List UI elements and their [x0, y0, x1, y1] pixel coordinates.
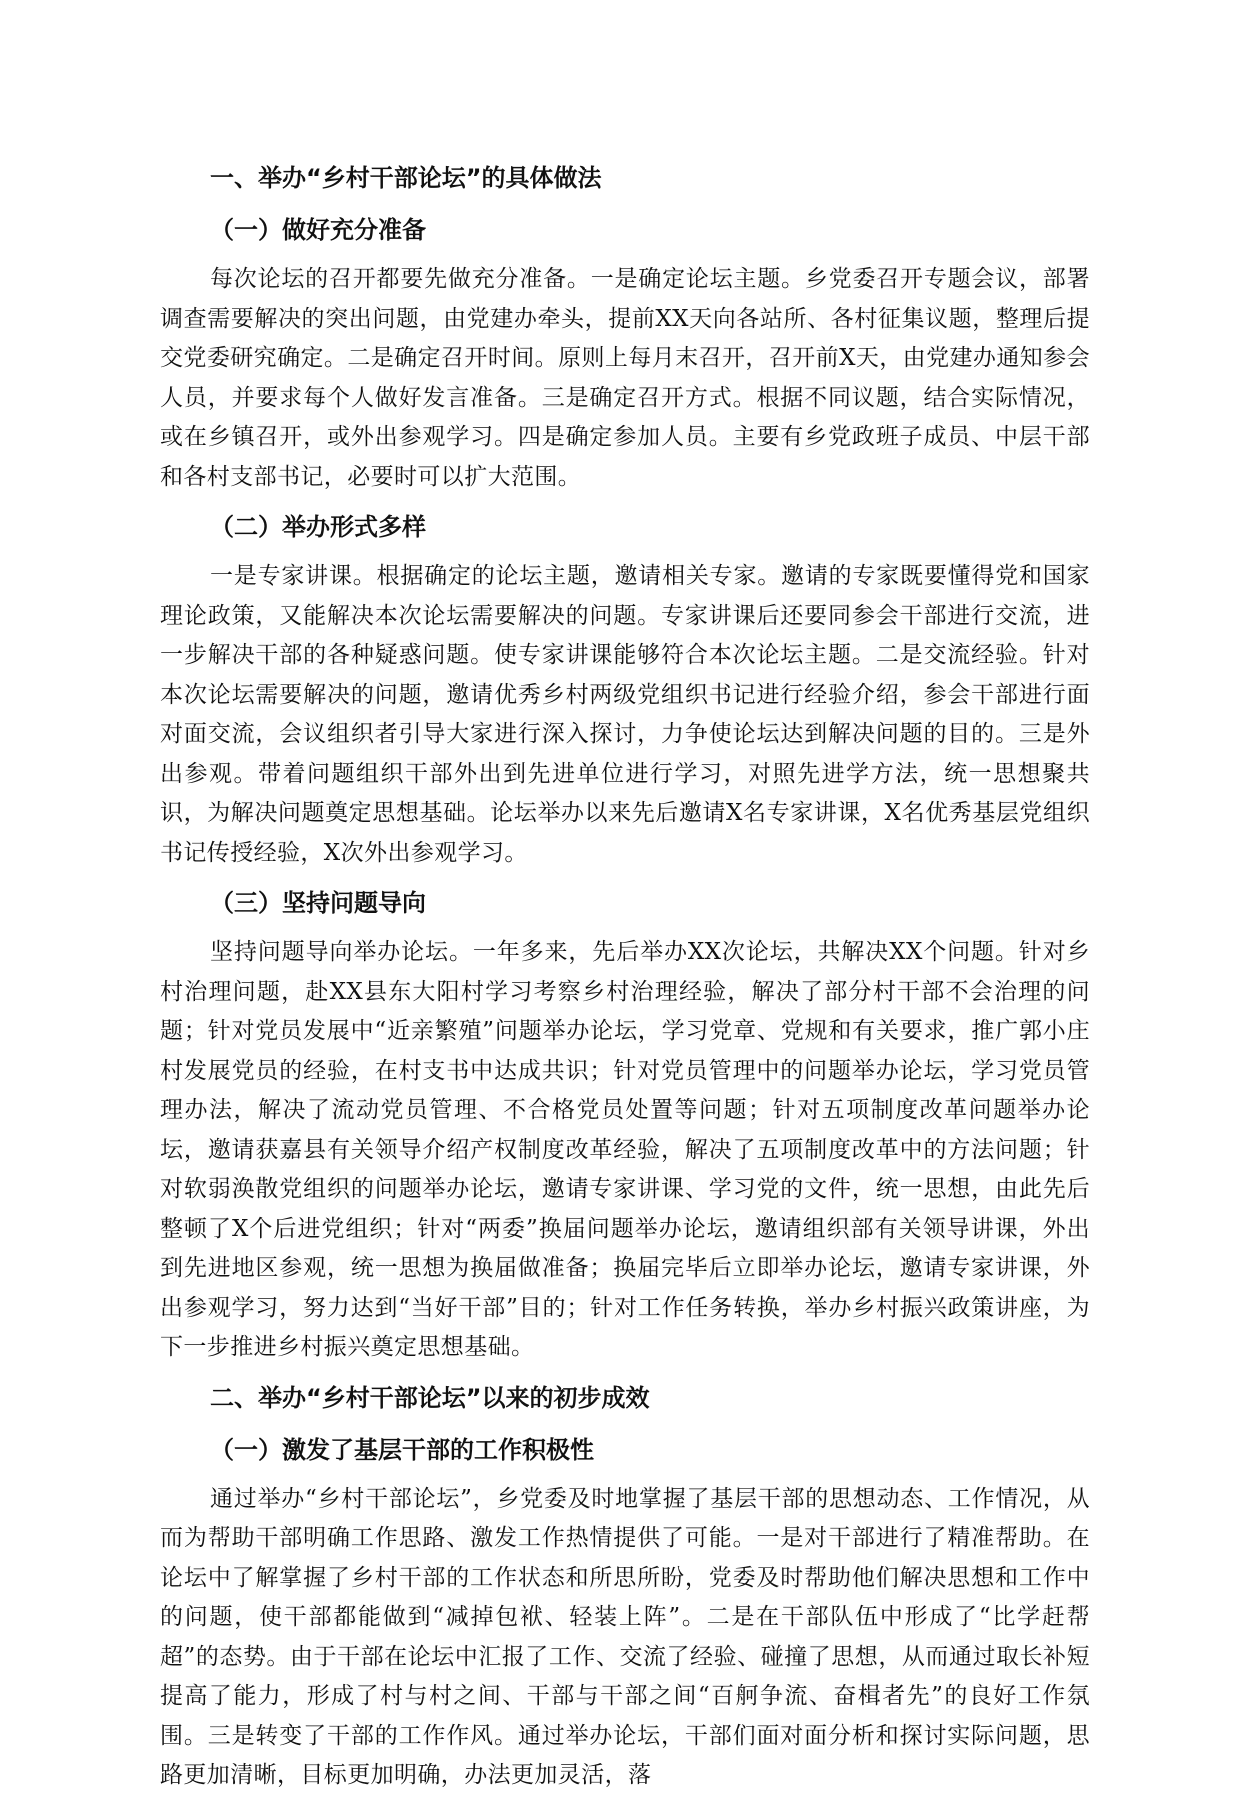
section-heading-1: 一、举办“乡村干部论坛”的具体做法 [210, 164, 602, 192]
paragraph-1-2: 一是专家讲课。根据确定的论坛主题，邀请相关专家。邀请的专家既要懂得党和国家理论政策，又能解决本次论坛需要解决的问题。专家讲课后还要同参会干部进行交流，进一步解决干部的各种疑惑问题。使专家讲课能够符合本次论坛主题。二是交流经验。针对本次论坛需要解决的问题，邀请优秀乡村两级党组织书记进行经验介绍，参会干部进行面对面交流，会议组织者引导大家进行深入探讨，力争使论坛达到解决问题的目的。三是外出参观。带着问题组织干部外出到先进单位进行学习，对照先进学方法，统一思想聚共识，为解决问题奠定思想基础。论坛举办以来先后邀请X名专家讲课，X名优秀基层党组织书记传授经验，X次外出参观学习。 [160, 563, 1090, 866]
paragraph-1-3: 坚持问题导向举办论坛。一年多来，先后举办XX次论坛，共解决XX个问题。针对乡村治理问题，赴XX县东大阳村学习考察乡村治理经验，解决了部分村干部不会治理的问题；针对党员发展中“近亲繁殖”问题举办论坛，学习党章、党规和有关要求，推广郭小庄村发展党员的经验，在村支书中达成共识；针对党员管理中的问题举办论坛，学习党员管理办法，解决了流动党员管理、不合格党员处置等问题；针对五项制度改革问题举办论坛，邀请获嘉县有关领导介绍产权制度改革经验，解决了五项制度改革中的方法问题；针对软弱涣散党组织的问题举办论坛，邀请专家讲课、学习党的文件，统一思想，由此先后整顿了X个后进党组织；针对“两委”换届问题举办论坛，邀请组织部有关领导讲课，外出到先进地区参观，统一思想为换届做准备；换届完毕后立即举办论坛，邀请专家讲课，外出参观学习，努力达到“当好干部”目的；针对工作任务转换，举办乡村振兴政策讲座，为下一步推进乡村振兴奠定思想基础。 [160, 939, 1090, 1360]
paragraph-2-1: 通过举办“乡村干部论坛”，乡党委及时地掌握了基层干部的思想动态、工作情况，从而为帮助干部明确工作思路、激发工作热情提供了可能。一是对干部进行了精准帮助。在论坛中了解掌握了乡村干部的工作状态和所思所盼，党委及时帮助他们解决思想和工作中的问题，使干部都能做到“减掉包袱、轻装上阵”。二是在干部队伍中形成了“比学赶帮超”的态势。由于干部在论坛中汇报了工作、交流了经验、碰撞了思想，从而通过取长补短提高了能力，形成了村与村之间、干部与干部之间“百舸争流、奋楫者先”的良好工作氛围。三是转变了干部的工作作风。通过举办论坛，干部们面对面分析和探讨实际问题，思路更加清晰，目标更加明确，办法更加灵活，落 [160, 1485, 1090, 1788]
subsection-heading-1-1: （一）做好充分准备 [210, 216, 426, 244]
paragraph-1-1: 每次论坛的召开都要先做充分准备。一是确定论坛主题。乡党委召开专题会议，部署调查需要解决的突出问题，由党建办牵头，提前XX天向各站所、各村征集议题，整理后提交党委研究确定。二是确定召开时间。原则上每月末召开，召开前X天，由党建办通知参会人员，并要求每个人做好发言准备。三是确定召开方式。根据不同议题，结合实际情况，或在乡镇召开，或外出参观学习。四是确定参加人员。主要有乡党政班子成员、中层干部和各村支部书记，必要时可以扩大范围。 [160, 266, 1090, 490]
subsection-heading-1-3: （三）坚持问题导向 [210, 889, 426, 917]
document-body [160, 158, 1090, 1806]
section-heading-2: 二、举办“乡村干部论坛”以来的初步成效 [210, 1383, 650, 1412]
subsection-heading-1-2: （二）举办形式多样 [210, 513, 426, 541]
subsection-heading-2-1: （一）激发了基层干部的工作积极性 [210, 1435, 594, 1464]
